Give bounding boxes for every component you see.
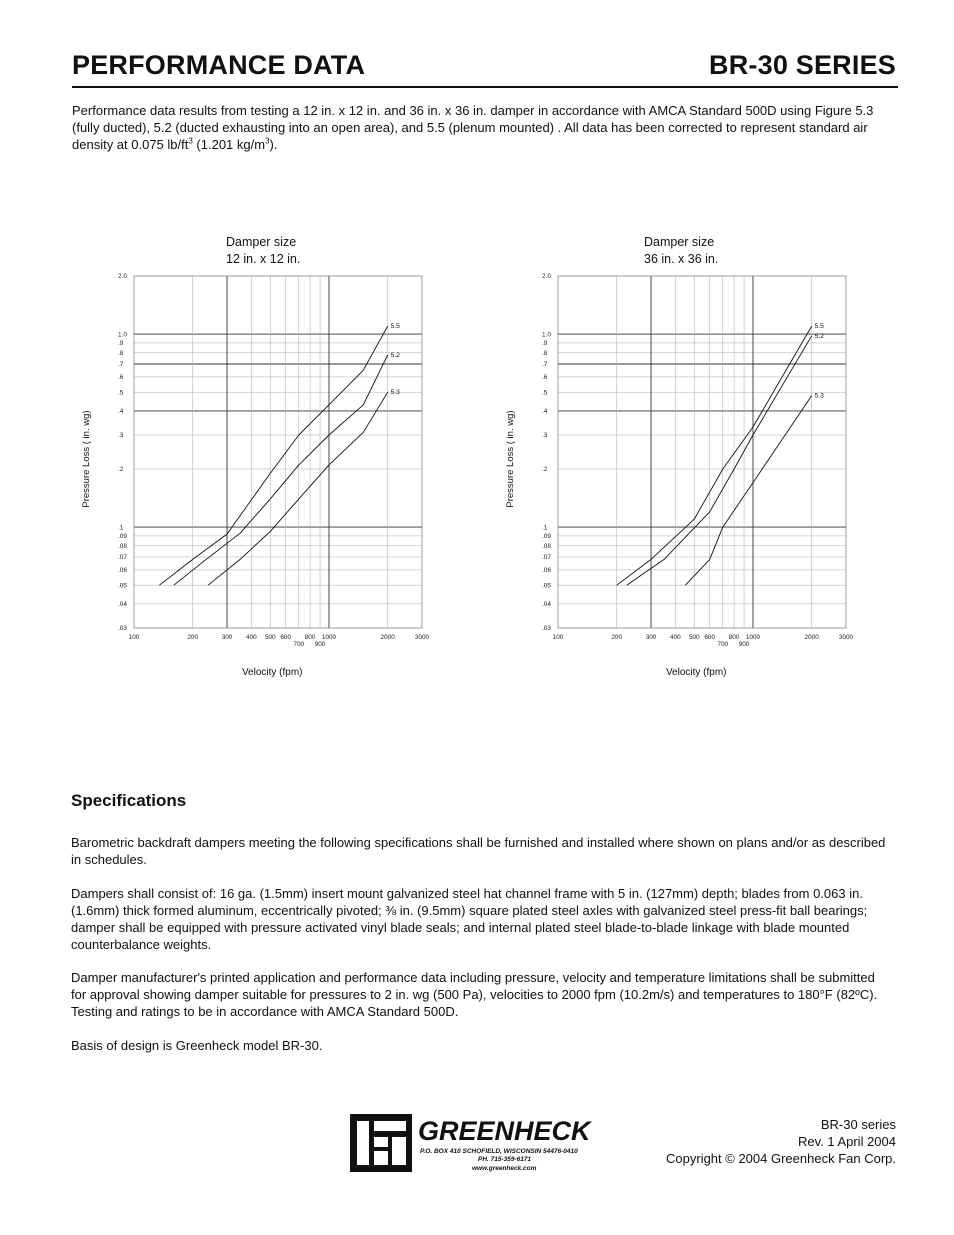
x-tick-label: 400 [246, 634, 257, 641]
y-tick-label: .8 [118, 349, 124, 357]
footer-revision: Rev. 1 April 2004 [797, 1134, 896, 1149]
x-axis-label: Velocity (fpm) [241, 667, 303, 678]
specifications-heading: Specifications [71, 791, 187, 810]
y-tick-label: .6 [542, 374, 548, 382]
y-tick-label: .04 [542, 601, 551, 609]
logo-wordmark: GREENHECK [418, 1116, 591, 1146]
x-tick-label: 3000 [414, 634, 430, 641]
chart-12in [70, 265, 440, 685]
y-tick-label: .2 [542, 466, 548, 474]
x-tick-label: 1000 [745, 634, 761, 641]
series-line-5-5 [617, 326, 812, 585]
logo-web: www.greenheck.com [472, 1165, 537, 1172]
x-tick-label: 800 [728, 634, 740, 641]
intro-sup-a: 3 [188, 136, 193, 146]
y-tick-label: .7 [118, 361, 124, 369]
intro-text-c: ). [269, 137, 278, 152]
y-tick-label: .06 [542, 567, 551, 575]
y-tick-label: .9 [118, 340, 124, 348]
x-tick-label: 300 [645, 634, 657, 641]
series-title: BR-30 SERIES [709, 50, 896, 80]
series-line-5-3 [208, 392, 388, 585]
y-axis-label: Pressure Loss ( in. wg) [81, 410, 92, 508]
y-tick-label: 1.0 [542, 331, 551, 339]
series-label: 5.5 [390, 323, 400, 331]
y-tick-label: .08 [118, 542, 127, 550]
x-tick-label: 700 [717, 641, 729, 648]
y-tick-label: .3 [542, 432, 548, 440]
x-tick-label: 200 [611, 634, 623, 641]
chart-2-title [644, 234, 718, 268]
y-tick-label: .05 [542, 582, 551, 590]
y-tick-label: .5 [542, 389, 548, 397]
footer-series: BR-30 series [820, 1117, 896, 1132]
y-tick-label: .07 [118, 554, 127, 562]
x-tick-label: 500 [688, 634, 700, 641]
series-label: 5.3 [814, 392, 824, 400]
spec-paragraph-3: Damper manufacturer's printed application and performance data including pressure, velocity and temperature limitations shall be submitted for approval showing damper suitable for pressures to 2 in. wg (500 Pa), velocities to 2000 fpm (10.2m/s) and temperatures to 180°F (82ºC). Testing and ratings to be in accordance with AMCA Standard 500D. [71, 970, 878, 1019]
page-title: PERFORMANCE DATA [72, 50, 366, 80]
intro-sup-b: 3 [265, 136, 270, 146]
y-tick-label: .05 [118, 582, 127, 590]
x-tick-label: 700 [293, 641, 305, 648]
x-tick-label: 1000 [321, 634, 337, 641]
y-tick-label: .4 [542, 408, 548, 416]
y-tick-label: .07 [542, 554, 551, 562]
logo-phone: PH. 715-359-6171 [478, 1156, 532, 1163]
logo-address: P.O. BOX 410 SCHOFIELD, WISCONSIN 54476-0410 [420, 1148, 578, 1155]
y-tick-label: .03 [542, 625, 551, 633]
series-label: 5.2 [814, 332, 824, 340]
chart-2-title-line2: 36 in. x 36 in. [644, 252, 719, 266]
intro-text-b: (1.201 kg/m [192, 137, 266, 152]
x-tick-label: 900 [738, 641, 750, 648]
plot-frame [134, 276, 422, 628]
intro-text-a: Performance data results from testing a 12 in. x 12 in. and 36 in. x 36 in. damper in accordance with AMCA Standard 500D using Figure 5.3 (fully ducted), 5.2 (ducted exhausting into an open area), and 5.5 (plenum mounted) . All data has been corrected to represent standard air density at 0.075 lb/ft [72, 103, 874, 152]
y-tick-label: .5 [118, 389, 124, 397]
header-rule [72, 86, 898, 88]
y-tick-label: .8 [542, 349, 548, 357]
plot-frame [558, 276, 846, 628]
y-tick-label: .08 [542, 542, 551, 550]
y-tick-label: .06 [118, 567, 127, 575]
intro-paragraph [72, 102, 882, 153]
spec-paragraph-1: Barometric backdraft dampers meeting the following specifications shall be furnished and installed where shown on plans and/or as described in schedules. [71, 835, 886, 867]
chart-1-title-line2: 12 in. x 12 in. [226, 252, 301, 266]
y-tick-label: 2.0 [542, 273, 551, 281]
y-tick-label: .6 [118, 374, 124, 382]
chart-1-title [226, 234, 300, 268]
chart-1-title-line1: Damper size [226, 235, 297, 249]
series-label: 5.2 [390, 351, 400, 359]
x-tick-label: 600 [704, 634, 716, 641]
x-tick-label: 2000 [380, 634, 395, 641]
y-tick-label: .4 [118, 408, 124, 416]
spec-paragraph-2: Dampers shall consist of: 16 ga. (1.5mm) insert mount galvanized steel hat channel frame with 5 in. (127mm) depth; blades from 0.063 in. (1.6mm) thick formed aluminum, eccentrically pivoted; ⅜ in. (9.5mm) square plated steel axles with galvanized steel press-fit ball bearings; damper shall be equipped with pressure activated vinyl blade seals; and internal plated steel blade-to-blade linkage with blade mounted counterbalance weights. [71, 886, 868, 952]
x-tick-label: 100 [128, 634, 140, 641]
y-tick-label: .04 [118, 601, 127, 609]
x-tick-label: 600 [280, 634, 292, 641]
series-label: 5.3 [390, 389, 400, 397]
y-tick-label: .1 [542, 524, 548, 532]
x-tick-label: 3000 [838, 634, 854, 641]
x-tick-label: 100 [552, 634, 564, 641]
series-line-5-5 [159, 326, 387, 585]
y-tick-label: 1.0 [118, 331, 127, 339]
x-tick-label: 200 [187, 634, 199, 641]
chart-36in [494, 265, 864, 685]
greenheck-logo [348, 1110, 610, 1174]
y-tick-label: .3 [118, 432, 124, 440]
footer-info [666, 1116, 896, 1167]
x-tick-label: 900 [314, 641, 326, 648]
x-tick-label: 300 [221, 634, 233, 641]
y-tick-label: .09 [118, 533, 127, 541]
x-tick-label: 2000 [804, 634, 819, 641]
y-tick-label: .2 [118, 466, 124, 474]
spec-paragraph-4: Basis of design is Greenheck model BR-30. [71, 1038, 323, 1053]
chart-2-title-line1: Damper size [644, 235, 715, 249]
x-tick-label: 800 [304, 634, 316, 641]
footer-copyright: Copyright © 2004 Greenheck Fan Corp. [666, 1151, 896, 1166]
y-tick-label: .7 [542, 361, 548, 369]
series-line-5-2 [174, 355, 388, 585]
x-tick-label: 500 [264, 634, 276, 641]
y-tick-label: .1 [118, 524, 124, 532]
y-tick-label: .09 [542, 533, 551, 541]
x-tick-label: 400 [670, 634, 681, 641]
greenheck-mark-icon [350, 1114, 412, 1172]
x-axis-label: Velocity (fpm) [665, 667, 727, 678]
y-tick-label: 2.0 [118, 273, 127, 281]
y-axis-label: Pressure Loss ( in. wg) [505, 410, 516, 508]
y-tick-label: .9 [542, 340, 548, 348]
y-tick-label: .03 [118, 625, 127, 633]
series-label: 5.5 [814, 323, 824, 331]
